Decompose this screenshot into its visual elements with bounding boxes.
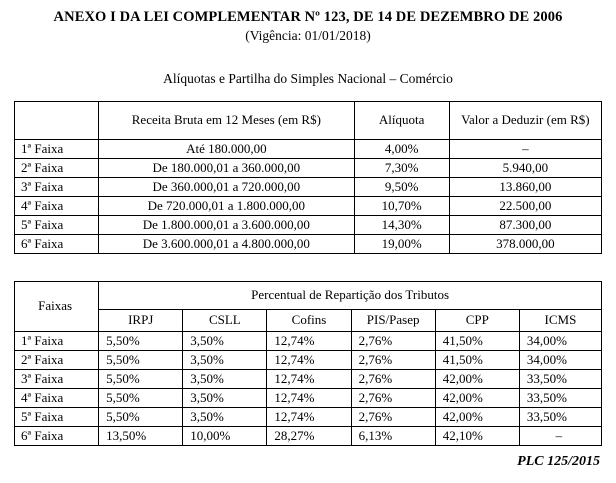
cell-receita: Até 180.000,00	[99, 139, 354, 158]
table-row	[15, 369, 602, 388]
reparticao-tributos-table	[14, 281, 602, 446]
header-cpp: CPP	[435, 309, 519, 331]
table-header-row	[15, 281, 602, 309]
header-group-tributos: Percentual de Repartição dos Tributos	[99, 281, 602, 309]
cell-aliquota: 14,30%	[354, 215, 449, 234]
cell-faixa: 1ª Faixa	[15, 331, 99, 350]
cell-csll: 3,50%	[183, 350, 267, 369]
cell-csll: 3,50%	[183, 331, 267, 350]
cell-pis-pasep: 2,76%	[351, 407, 435, 426]
cell-aliquota: 4,00%	[354, 139, 449, 158]
cell-cofins: 28,27%	[267, 426, 351, 445]
cell-icms: –	[519, 426, 601, 445]
header-receita: Receita Bruta em 12 Meses (em R$)	[99, 101, 354, 139]
header-csll: CSLL	[183, 309, 267, 331]
cell-icms: 33,50%	[519, 369, 601, 388]
header-aliquota: Alíquota	[354, 101, 449, 139]
cell-receita: De 1.800.000,01 a 3.600.000,00	[99, 215, 354, 234]
cell-faixa: 4ª Faixa	[15, 388, 99, 407]
cell-icms: 34,00%	[519, 350, 601, 369]
document-footer-reference: PLC 125/2015	[517, 453, 600, 469]
table-row	[15, 139, 602, 158]
header-icms: ICMS	[519, 309, 601, 331]
cell-deduzir: 87.300,00	[449, 215, 601, 234]
table-subheader-row	[15, 309, 602, 331]
page-title: ANEXO I DA LEI COMPLEMENTAR Nº 123, DE 14 DE DEZEMBRO DE 2006	[53, 9, 563, 25]
table-row	[15, 407, 602, 426]
cell-aliquota: 19,00%	[354, 234, 449, 253]
table-row	[15, 196, 602, 215]
cell-cpp: 42,00%	[435, 388, 519, 407]
cell-receita: De 3.600.000,01 a 4.800.000,00	[99, 234, 354, 253]
cell-aliquota: 7,30%	[354, 158, 449, 177]
cell-cpp: 41,50%	[435, 331, 519, 350]
aliquotas-table	[14, 101, 602, 254]
cell-receita: De 360.000,01 a 720.000,00	[99, 177, 354, 196]
cell-csll: 3,50%	[183, 388, 267, 407]
cell-icms: 34,00%	[519, 331, 601, 350]
table-row	[15, 388, 602, 407]
cell-csll: 10,00%	[183, 426, 267, 445]
cell-faixa: 3ª Faixa	[15, 369, 99, 388]
cell-pis-pasep: 6,13%	[351, 426, 435, 445]
cell-irpj: 5,50%	[99, 350, 183, 369]
cell-deduzir: –	[449, 139, 601, 158]
cell-pis-pasep: 2,76%	[351, 331, 435, 350]
header-cofins: Cofins	[267, 309, 351, 331]
cell-faixa: 4ª Faixa	[15, 196, 99, 215]
header-pis-pasep: PIS/Pasep	[351, 309, 435, 331]
header-valor-deduzir: Valor a Deduzir (em R$)	[449, 101, 601, 139]
cell-pis-pasep: 2,76%	[351, 350, 435, 369]
cell-deduzir: 22.500,00	[449, 196, 601, 215]
cell-deduzir: 13.860,00	[449, 177, 601, 196]
cell-cofins: 12,74%	[267, 388, 351, 407]
table-row	[15, 426, 602, 445]
cell-cpp: 42,00%	[435, 407, 519, 426]
table-row	[15, 177, 602, 196]
cell-pis-pasep: 2,76%	[351, 388, 435, 407]
table-row	[15, 234, 602, 253]
header-faixas: Faixas	[15, 281, 99, 331]
cell-faixa: 6ª Faixa	[15, 234, 99, 253]
cell-faixa: 5ª Faixa	[15, 407, 99, 426]
cell-receita: De 720.000,01 a 1.800.000,00	[99, 196, 354, 215]
cell-faixa: 2ª Faixa	[15, 158, 99, 177]
page-subtitle: (Vigência: 01/01/2018)	[245, 28, 371, 44]
cell-deduzir: 378.000,00	[449, 234, 601, 253]
header-irpj: IRPJ	[99, 309, 183, 331]
cell-irpj: 5,50%	[99, 331, 183, 350]
table-row	[15, 331, 602, 350]
cell-cofins: 12,74%	[267, 350, 351, 369]
cell-cpp: 42,10%	[435, 426, 519, 445]
cell-deduzir: 5.940,00	[449, 158, 601, 177]
table-row	[15, 215, 602, 234]
cell-faixa: 1ª Faixa	[15, 139, 99, 158]
cell-cofins: 12,74%	[267, 407, 351, 426]
cell-irpj: 5,50%	[99, 388, 183, 407]
cell-faixa: 5ª Faixa	[15, 215, 99, 234]
cell-aliquota: 10,70%	[354, 196, 449, 215]
cell-faixa: 2ª Faixa	[15, 350, 99, 369]
cell-receita: De 180.000,01 a 360.000,00	[99, 158, 354, 177]
cell-pis-pasep: 2,76%	[351, 369, 435, 388]
cell-irpj: 5,50%	[99, 369, 183, 388]
cell-faixa: 6ª Faixa	[15, 426, 99, 445]
table-row	[15, 158, 602, 177]
table-row	[15, 350, 602, 369]
cell-csll: 3,50%	[183, 369, 267, 388]
cell-cofins: 12,74%	[267, 369, 351, 388]
cell-cpp: 41,50%	[435, 350, 519, 369]
cell-icms: 33,50%	[519, 407, 601, 426]
cell-irpj: 5,50%	[99, 407, 183, 426]
section-title: Alíquotas e Partilha do Simples Nacional – Comércio	[163, 70, 453, 86]
cell-cpp: 42,00%	[435, 369, 519, 388]
table-header-row	[15, 101, 602, 139]
cell-irpj: 13,50%	[99, 426, 183, 445]
cell-cofins: 12,74%	[267, 331, 351, 350]
cell-aliquota: 9,50%	[354, 177, 449, 196]
cell-faixa: 3ª Faixa	[15, 177, 99, 196]
cell-csll: 3,50%	[183, 407, 267, 426]
cell-icms: 33,50%	[519, 388, 601, 407]
header-faixa	[15, 101, 99, 139]
